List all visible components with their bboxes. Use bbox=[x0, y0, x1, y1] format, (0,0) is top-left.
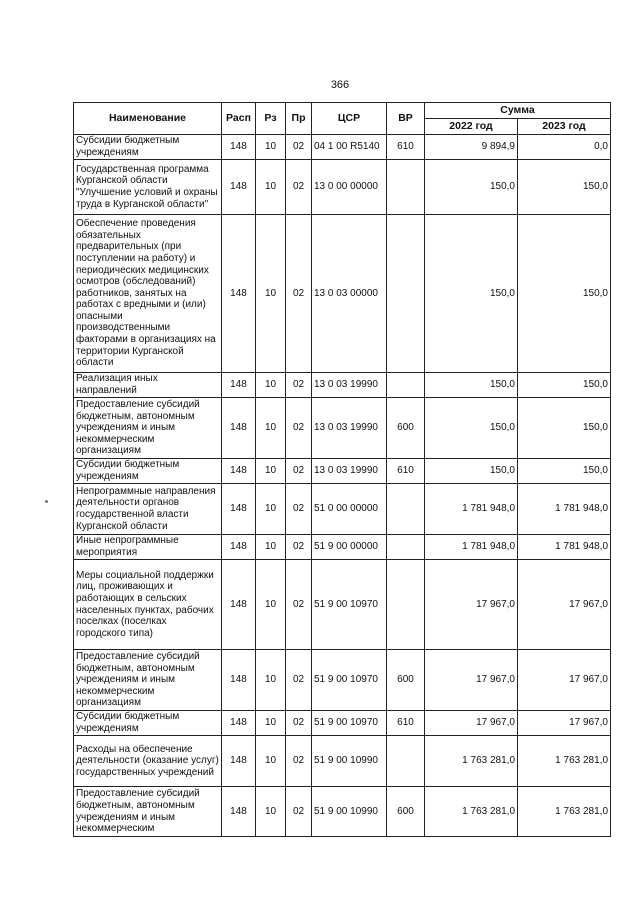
cell-name: Предоставление субсидий бюджетным, автономным учреждениям и иным некоммерческим организациям bbox=[74, 398, 222, 459]
cell-rz: 10 bbox=[256, 535, 286, 560]
table-row bbox=[74, 736, 611, 787]
cell-rasp: 148 bbox=[222, 373, 256, 398]
table-row bbox=[74, 373, 611, 398]
cell-pr: 02 bbox=[286, 373, 312, 398]
cell-sum-2023: 17 967,0 bbox=[518, 560, 611, 650]
cell-pr: 02 bbox=[286, 736, 312, 787]
cell-vr: 600 bbox=[387, 787, 425, 837]
cell-rasp: 148 bbox=[222, 535, 256, 560]
cell-csr: 51 9 00 10990 bbox=[312, 736, 387, 787]
cell-sum-2023: 150,0 bbox=[518, 160, 611, 215]
table-row bbox=[74, 650, 611, 711]
cell-pr: 02 bbox=[286, 459, 312, 484]
table-row bbox=[74, 711, 611, 736]
cell-vr: 610 bbox=[387, 459, 425, 484]
cell-sum-2022: 1 781 948,0 bbox=[425, 535, 518, 560]
cell-sum-2023: 17 967,0 bbox=[518, 650, 611, 711]
cell-sum-2022: 150,0 bbox=[425, 160, 518, 215]
cell-rz: 10 bbox=[256, 160, 286, 215]
cell-name: Субсидии бюджетным учреждениям bbox=[74, 711, 222, 736]
cell-rz: 10 bbox=[256, 711, 286, 736]
table-body bbox=[74, 135, 611, 837]
cell-rasp: 148 bbox=[222, 484, 256, 535]
cell-sum-2022: 150,0 bbox=[425, 398, 518, 459]
cell-pr: 02 bbox=[286, 535, 312, 560]
table-row bbox=[74, 484, 611, 535]
cell-pr: 02 bbox=[286, 135, 312, 160]
cell-vr: 610 bbox=[387, 135, 425, 160]
cell-rasp: 148 bbox=[222, 736, 256, 787]
cell-sum-2022: 150,0 bbox=[425, 373, 518, 398]
header-year-2022: 2022 год bbox=[425, 119, 518, 135]
cell-name: Субсидии бюджетным учреждениям bbox=[74, 459, 222, 484]
cell-rasp: 148 bbox=[222, 215, 256, 373]
table-row bbox=[74, 160, 611, 215]
cell-pr: 02 bbox=[286, 484, 312, 535]
header-vr: ВР bbox=[387, 103, 425, 135]
cell-rz: 10 bbox=[256, 398, 286, 459]
cell-rz: 10 bbox=[256, 787, 286, 837]
cell-name: Государственная программа Курганской области "Улучшение условий и охраны труда в Курганской области" bbox=[74, 160, 222, 215]
cell-csr: 13 0 03 19990 bbox=[312, 459, 387, 484]
cell-name: Обеспечение проведения обязательных предварительных (при поступлении на работу) и периодических медицинских осмотров (обследований) работников, занятых на работах с вредными и (или) опасными производственными факторами в организациях на территории Курганской области bbox=[74, 215, 222, 373]
table-row bbox=[74, 535, 611, 560]
table-row bbox=[74, 135, 611, 160]
cell-csr: 51 9 00 10970 bbox=[312, 711, 387, 736]
cell-csr: 51 0 00 00000 bbox=[312, 484, 387, 535]
cell-rasp: 148 bbox=[222, 135, 256, 160]
cell-sum-2023: 1 763 281,0 bbox=[518, 787, 611, 837]
header-rasp: Расп bbox=[222, 103, 256, 135]
table-row bbox=[74, 787, 611, 837]
cell-vr bbox=[387, 736, 425, 787]
table-row bbox=[74, 560, 611, 650]
header-pr: Пр bbox=[286, 103, 312, 135]
cell-sum-2023: 0,0 bbox=[518, 135, 611, 160]
cell-vr bbox=[387, 484, 425, 535]
cell-pr: 02 bbox=[286, 160, 312, 215]
cell-sum-2022: 17 967,0 bbox=[425, 560, 518, 650]
cell-rz: 10 bbox=[256, 560, 286, 650]
cell-sum-2022: 17 967,0 bbox=[425, 711, 518, 736]
header-name: Наименование bbox=[74, 103, 222, 135]
cell-rasp: 148 bbox=[222, 711, 256, 736]
header-rz: Рз bbox=[256, 103, 286, 135]
cell-vr bbox=[387, 535, 425, 560]
cell-csr: 51 9 00 10970 bbox=[312, 560, 387, 650]
budget-table bbox=[73, 102, 611, 837]
table-row bbox=[74, 398, 611, 459]
cell-csr: 04 1 00 R5140 bbox=[312, 135, 387, 160]
cell-name: Расходы на обеспечение деятельности (оказание услуг) государственных учреждений bbox=[74, 736, 222, 787]
cell-pr: 02 bbox=[286, 398, 312, 459]
cell-vr bbox=[387, 215, 425, 373]
cell-csr: 13 0 00 00000 bbox=[312, 160, 387, 215]
cell-vr: 600 bbox=[387, 650, 425, 711]
cell-sum-2022: 9 894,9 bbox=[425, 135, 518, 160]
cell-vr bbox=[387, 160, 425, 215]
cell-rasp: 148 bbox=[222, 459, 256, 484]
cell-sum-2022: 150,0 bbox=[425, 215, 518, 373]
cell-rasp: 148 bbox=[222, 560, 256, 650]
cell-vr: 600 bbox=[387, 398, 425, 459]
cell-vr bbox=[387, 560, 425, 650]
cell-rz: 10 bbox=[256, 135, 286, 160]
cell-csr: 13 0 03 00000 bbox=[312, 215, 387, 373]
cell-rasp: 148 bbox=[222, 160, 256, 215]
header-csr: ЦСР bbox=[312, 103, 387, 135]
cell-sum-2023: 150,0 bbox=[518, 215, 611, 373]
cell-rasp: 148 bbox=[222, 787, 256, 837]
cell-sum-2023: 1 781 948,0 bbox=[518, 484, 611, 535]
cell-sum-2022: 150,0 bbox=[425, 459, 518, 484]
cell-sum-2023: 17 967,0 bbox=[518, 711, 611, 736]
page-number: 366 bbox=[330, 79, 350, 91]
cell-name: Непрограммные направления деятельности органов государственной власти Курганской области bbox=[74, 484, 222, 535]
cell-rasp: 148 bbox=[222, 650, 256, 711]
cell-sum-2023: 150,0 bbox=[518, 373, 611, 398]
cell-name: Иные непрограммные мероприятия bbox=[74, 535, 222, 560]
table-row bbox=[74, 459, 611, 484]
cell-name: Предоставление субсидий бюджетным, автономным учреждениям и иным некоммерческим bbox=[74, 787, 222, 837]
cell-name: Меры социальной поддержки лиц, проживающих и работающих в сельских населенных пунктах, рабочих поселках (поселках городского типа) bbox=[74, 560, 222, 650]
cell-sum-2022: 1 763 281,0 bbox=[425, 736, 518, 787]
cell-vr: 610 bbox=[387, 711, 425, 736]
cell-pr: 02 bbox=[286, 787, 312, 837]
cell-sum-2023: 150,0 bbox=[518, 459, 611, 484]
cell-name: Предоставление субсидий бюджетным, автономным учреждениям и иным некоммерческим организациям bbox=[74, 650, 222, 711]
scan-dot bbox=[45, 500, 48, 503]
cell-sum-2022: 17 967,0 bbox=[425, 650, 518, 711]
cell-csr: 51 9 00 00000 bbox=[312, 535, 387, 560]
cell-pr: 02 bbox=[286, 215, 312, 373]
cell-rz: 10 bbox=[256, 484, 286, 535]
cell-sum-2023: 1 781 948,0 bbox=[518, 535, 611, 560]
cell-name: Субсидии бюджетным учреждениям bbox=[74, 135, 222, 160]
cell-sum-2023: 150,0 bbox=[518, 398, 611, 459]
header-sum: Сумма bbox=[425, 103, 611, 119]
cell-pr: 02 bbox=[286, 711, 312, 736]
cell-csr: 13 0 03 19990 bbox=[312, 373, 387, 398]
cell-sum-2022: 1 763 281,0 bbox=[425, 787, 518, 837]
cell-pr: 02 bbox=[286, 560, 312, 650]
cell-sum-2023: 1 763 281,0 bbox=[518, 736, 611, 787]
cell-rz: 10 bbox=[256, 373, 286, 398]
cell-pr: 02 bbox=[286, 650, 312, 711]
cell-rz: 10 bbox=[256, 459, 286, 484]
table-row bbox=[74, 215, 611, 373]
cell-csr: 51 9 00 10990 bbox=[312, 787, 387, 837]
cell-rasp: 148 bbox=[222, 398, 256, 459]
cell-rz: 10 bbox=[256, 650, 286, 711]
cell-csr: 51 9 00 10970 bbox=[312, 650, 387, 711]
cell-rz: 10 bbox=[256, 215, 286, 373]
cell-name: Реализация иных направлений bbox=[74, 373, 222, 398]
cell-sum-2022: 1 781 948,0 bbox=[425, 484, 518, 535]
cell-csr: 13 0 03 19990 bbox=[312, 398, 387, 459]
cell-vr bbox=[387, 373, 425, 398]
header-year-2023: 2023 год bbox=[518, 119, 611, 135]
cell-rz: 10 bbox=[256, 736, 286, 787]
